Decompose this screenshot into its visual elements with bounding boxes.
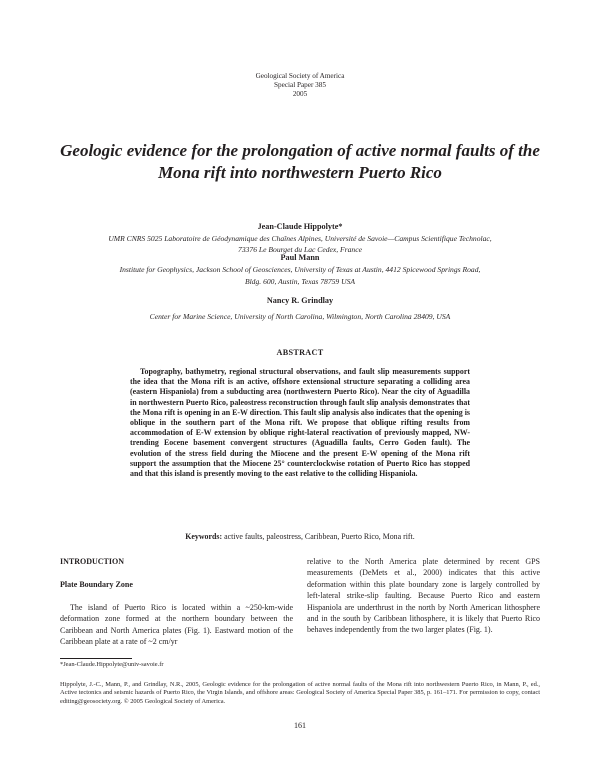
citation-text: Hippolyte, J.-C., Mann, P., and Grindlay, N.R., 2005, Geologic evidence for the prolongation of active normal faults of the Mona rift into northwestern Puerto Rico, in Mann, P., ed., Active tectonics and seismic hazards of Puerto Rico, the Virgin Islands, and offshore areas: Geological Society of America Special Paper 385, p. 161–171. For permission to copy, contact editing@geosociety.org. © 2005 Geological Society of America. [60, 681, 540, 705]
page-number: 161 [294, 721, 306, 730]
paper-title-line-2: Mona rift into northwestern Puerto Rico [158, 163, 442, 182]
publication-year: 2005 [292, 90, 308, 98]
author-affiliation-2-line-2: Bldg. 600, Austin, Texas 78759 USA [244, 277, 356, 286]
keywords-text: active faults, paleostress, Caribbean, Puerto Rico, Mona rift. [224, 532, 415, 541]
intro-paragraph-right: relative to the North America plate determined by recent GPS measurements (DeMets et al., 2000) indicates that this active deformation within this plate boundary zone is largely controlled by left-lateral strike-slip faulting. Because Puerto Rico and eastern Hispaniola are underthrust in the north by North American lithosphere and in the south by Caribbean lithosphere, it is likely that Puerto Rico behaves independently from the two larger plates (Fig. 1). [307, 557, 540, 635]
author-affiliation-3-line-1: Center for Marine Science, University of North Carolina, Wilmington, North Carolina 28409, USA [149, 312, 451, 321]
intro-paragraph-left: The island of Puerto Rico is located within a ~250-km-wide deformation zone formed at the northern boundary between the Caribbean and North America plates (Fig. 1). Eastward motion of the Caribbean plate at a rate of ~2 cm/yr [60, 603, 293, 647]
journal-name: Geological Society of America [255, 72, 345, 80]
footnote-rule [60, 658, 132, 659]
author-affiliation-1-line-1: UMR CNRS 5025 Laboratoire de Géodynamique des Chaînes Alpines, Université de Savoie—Campus Scientifique Technolac, [108, 234, 492, 243]
author-name-2: Paul Mann [280, 253, 320, 262]
section-heading-introduction: INTRODUCTION [60, 557, 125, 566]
author-name-3: Nancy R. Grindlay [266, 296, 334, 305]
author-affiliation-1-line-2: 73376 Le Bourget du Lac Cedex, France [238, 245, 362, 254]
footnote-email: *Jean-Claude.Hippolyte@univ-savoie.fr [60, 661, 164, 668]
paper-title-line-1: Geologic evidence for the prolongation of active normal faults of the [60, 141, 540, 160]
keywords-line [0, 532, 600, 541]
abstract-body: Topography, bathymetry, regional structural observations, and fault slip measurements support the idea that the Mona rift is an active, offshore extensional structure separating a colliding area (eastern Hispaniola) from a subducting area (northwestern Puerto Rico). Near the city of Aguadilla in northwestern Puerto Rico, paleostress reconstruction through fault slip analysis demonstrates that the Mona rift is opening in an E-W direction. This fault slip analysis also indicates that the opening is oblique in the southern part of the Mona rift. We propose that oblique rifting results from accommodation of E-W extension by oblique right-lateral reactivation of previously mapped, NW-trending Eocene basement convergent structures (Aguadilla faults, Cerro Goden fault). The evolution of the stress field during the Miocene and the present E-W opening of the Mona rift support the assumption that the Miocene 25° counterclockwise rotation of Puerto Rico has stopped and that this island is presently moving to the east relative to the colliding Hispaniola. [130, 367, 470, 479]
keywords-label: Keywords: [185, 532, 223, 541]
subsection-heading-plate-boundary: Plate Boundary Zone [60, 580, 133, 589]
series-label: Special Paper 385 [274, 81, 326, 89]
author-name-1: Jean-Claude Hippolyte* [257, 222, 343, 231]
abstract-heading: ABSTRACT [276, 348, 324, 357]
author-affiliation-2-line-1: Institute for Geophysics, Jackson School of Geosciences, University of Texas at Austin, 4412 Spicewood Springs Road, [119, 265, 481, 274]
